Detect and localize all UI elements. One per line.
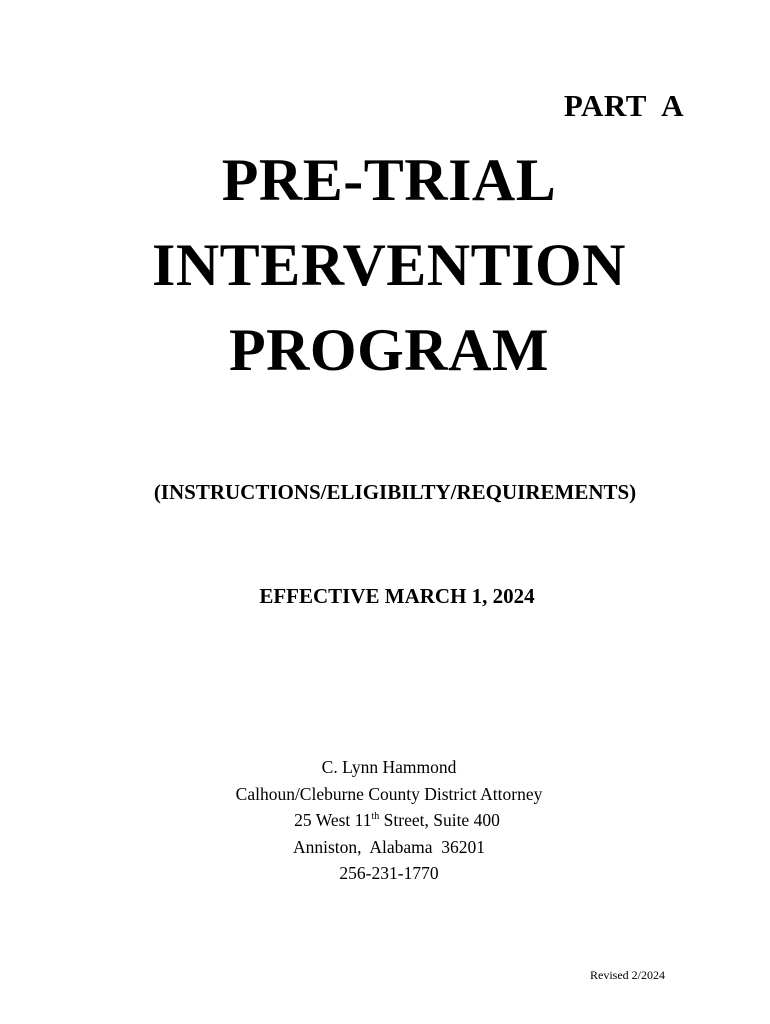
street-number: 25 West 11 bbox=[294, 810, 372, 830]
effective-date: EFFECTIVE MARCH 1, 2024 bbox=[259, 584, 535, 608]
title-line: PROGRAM bbox=[228, 317, 550, 383]
revision-note: Revised 2/2024 bbox=[590, 968, 665, 982]
document-subtitle: (INSTRUCTIONS/ELIGIBILTY/REQUIREMENTS) bbox=[153, 480, 637, 504]
street-rest: Street, Suite 400 bbox=[379, 810, 500, 830]
document-title bbox=[0, 138, 770, 393]
street-ordinal: th bbox=[371, 811, 380, 823]
contact-city: Anniston, Alabama 36201 bbox=[293, 836, 485, 857]
contact-block bbox=[0, 754, 770, 887]
part-label: PART A bbox=[563, 88, 684, 123]
contact-office: Calhoun/Cleburne County District Attorney bbox=[235, 783, 543, 804]
contact-phone: 256-231-1770 bbox=[339, 863, 439, 883]
title-line: INTERVENTION bbox=[152, 232, 626, 298]
title-line: PRE-TRIAL bbox=[221, 147, 557, 213]
contact-street bbox=[0, 807, 770, 834]
contact-name: C. Lynn Hammond bbox=[321, 757, 457, 777]
